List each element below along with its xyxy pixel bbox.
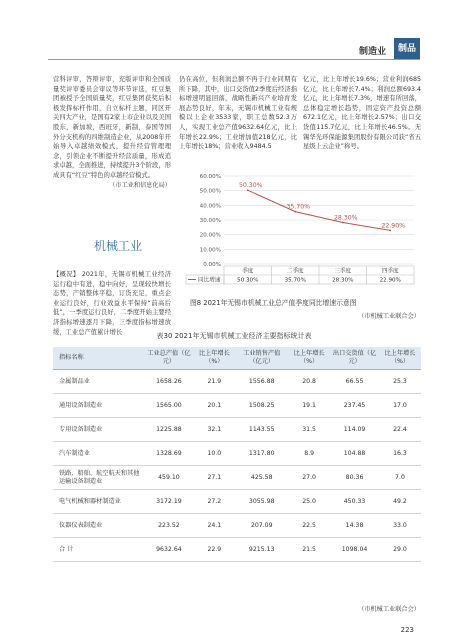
y-tick-label: 40.00% (199, 203, 221, 210)
table-cell: 33.0 (379, 514, 421, 538)
stats-table (53, 347, 421, 562)
table-cell: 16.3 (379, 442, 421, 466)
table-cell: 仪器仪表制造业 (53, 514, 145, 538)
chart-caption: 图8 2021年无锡市机械工业总产值季度同比增速示意图 (190, 299, 357, 307)
table-cell: 114.09 (330, 418, 379, 442)
table-row (53, 490, 421, 514)
table-cell: 24.1 (193, 514, 235, 538)
table-cell: 8.9 (288, 442, 330, 466)
table-cell: 21.5 (288, 538, 330, 562)
table-cell: 22.9 (193, 538, 235, 562)
data-value-label: 28.30% (333, 214, 358, 222)
table-header-cell: 比上年增长（%） (379, 347, 421, 370)
table-cell: 450.33 (330, 490, 379, 514)
table-cell: 22.4 (379, 418, 421, 442)
source-note: （市工业和信息化局） (109, 181, 171, 189)
table-cell: 207.09 (235, 514, 288, 538)
table-cell: 425.58 (235, 466, 288, 490)
section-name: 制造业 (358, 47, 386, 57)
table-header-cell: 指标名称 (53, 347, 145, 370)
table-cell: 3172.19 (145, 490, 194, 514)
column-2 (179, 75, 297, 152)
table-cell: 19.1 (288, 394, 330, 418)
data-point (294, 211, 296, 213)
table-cell: 1328.69 (145, 442, 194, 466)
y-tick-label: 60.00% (199, 174, 221, 180)
data-point (342, 222, 344, 224)
table-row (53, 442, 421, 466)
y-tick-label: 0.00% (203, 262, 221, 268)
table-value-label: 22.90% (379, 277, 401, 284)
table-value-label: 50.30% (237, 277, 259, 284)
paragraph-red-bean: 营科评审，答辩评审，充版评审和全国质量奖评审委员会审议等环节评选，红豆集团被授予全国质量奖，红豆集团获奖后积极发挥标杆作用，自立标杆主题，同区开关四大产业，是国有2家上市企业以及美国股东，新加坡，西班牙，新制，泰国等国外分支机构的四维制造企业，从2008年开始导入卓越绩效模式，提升经营管理理念，引领企业不断提升经营质量，形成追求卓越，全面推进，持续提升3个阶段，形成具有“红豆”特色的卓越经营模式。 (53, 76, 171, 179)
column-3 (303, 75, 421, 152)
page-number: 223 (400, 626, 414, 634)
x-category-label: 二季度 (286, 268, 304, 275)
legend-label: 同比增速 (198, 277, 221, 284)
table-cell: 1508.25 (235, 394, 288, 418)
table-cell: 1098.04 (330, 538, 379, 562)
table-cell: 1317.80 (235, 442, 288, 466)
table-header-cell: 出口交货值（亿元） (330, 347, 379, 370)
table-cell: 27.1 (193, 466, 235, 490)
table-cell: 27.0 (288, 466, 330, 490)
table-cell: 1225.88 (145, 418, 194, 442)
table-cell: 20.1 (193, 394, 235, 418)
table-cell: 20.8 (288, 370, 330, 394)
table-body (53, 370, 421, 562)
paragraph-overview: 【概况】 2021年，无锡市机械工业经济运行稳中有进，稳中向好，呈现较快增长态势，产销整体平稳，订货充足，重点企业运行良好，行业效益水平保持“前高后低”，一季度运行良好，二季度开始主要经济指标增速逐月下降，三季度指标增速放缓，工业总产值累计增长 (53, 271, 171, 336)
section-logo: 制品 (394, 38, 420, 60)
section-title: 机械工业 (94, 239, 143, 253)
table-source: （市机械工业联合会） (358, 606, 420, 613)
table-row (53, 538, 421, 562)
table-cell: 25.0 (288, 490, 330, 514)
column-1-overview (53, 270, 171, 337)
table-cell: 9215.13 (235, 538, 288, 562)
table-cell: 80.36 (330, 466, 379, 490)
chart-source: （市机械工业联合会） (358, 313, 420, 320)
table-cell: 通用设备制造业 (53, 394, 145, 418)
table-header-cell: 比上年增长（%） (288, 347, 330, 370)
table-cell: 14.38 (330, 514, 379, 538)
x-category-label: 四季度 (381, 268, 399, 275)
table-header-row (53, 347, 421, 370)
table-cell: 32.1 (193, 418, 235, 442)
table-header-cell: 工业销售产值（亿元） (235, 347, 288, 370)
table-cell: 1658.26 (145, 370, 194, 394)
data-value-label: 22.90% (381, 222, 406, 230)
growth-chart (184, 172, 420, 294)
table-row (53, 418, 421, 442)
table-row (53, 466, 421, 490)
table-header-cell: 比上年增长（%） (193, 347, 235, 370)
table-cell: 铁路、船舶、航空航天和其他运输设备制造业 (53, 466, 145, 490)
y-tick-label: 20.00% (199, 232, 221, 239)
table-row (53, 394, 421, 418)
table-cell: 汽车制造业 (53, 442, 145, 466)
table-header-cell: 工业总产值（亿元） (145, 347, 194, 370)
table-cell: 17.0 (379, 394, 421, 418)
data-value-label: 35.70% (286, 203, 311, 211)
table-cell: 电气机械和器材制造业 (53, 490, 145, 514)
table-cell: 9632.64 (145, 538, 194, 562)
table-cell: 金属制品业 (53, 370, 145, 394)
table-cell: 合 计 (53, 538, 145, 562)
table-cell: 1556.88 (235, 370, 288, 394)
table-cell: 10.0 (193, 442, 235, 466)
data-value-label: 50.30% (238, 182, 263, 190)
table-cell: 104.88 (330, 442, 379, 466)
table-cell: 21.9 (193, 370, 235, 394)
table-cell: 27.2 (193, 490, 235, 514)
data-point (389, 230, 391, 232)
paragraph-column-2: 仍在高位，但利润总额不再于行业同期有所下降，其中，出口交货值2季度后经济指标增速明显回落，战略性新兴产业培育发展态势良好，年末，无锡市机械工业有规模以上企业3533家，职工总数52.3万人，实现工业总产值9632.64亿元，比上年增长22.9%；工业增加值218亿元，比上年增长18%；营业收入9484.5 (179, 76, 297, 151)
table-value-label: 28.30% (332, 277, 354, 284)
table-cell: 223.52 (145, 514, 194, 538)
x-category-label: 季度 (242, 268, 254, 275)
y-tick-label: 30.00% (199, 218, 221, 224)
table-row (53, 514, 421, 538)
x-category-label: 三季度 (334, 268, 352, 275)
table-cell: 25.3 (379, 370, 421, 394)
column-1-top (53, 75, 171, 190)
y-tick-label: 50.00% (199, 188, 221, 195)
table-cell: 专用设备制造业 (53, 418, 145, 442)
table-cell: 29.0 (379, 538, 421, 562)
header-rule (48, 59, 420, 60)
chart-svg (184, 172, 420, 294)
data-point (247, 189, 249, 191)
table-title: 表30 2021年无锡市机械工业经济主要指标统计表 (156, 332, 312, 340)
paragraph-column-3: 亿元，比上年增长19.6%；营业利润685亿元，比上年增长7.4%；利润总额693.4亿元，比上年增长7.3%，增速有所回落，总体稳定增长趋势，固定资产投资总额672.1亿元，比上年增长2.57%；出口交货值115.7亿元，比上年增长46.5%。无锡华光环保能源集团股份有限公司获“省五星级上云企业”称号。 (303, 76, 421, 151)
table-cell: 237.45 (330, 394, 379, 418)
table-cell: 31.5 (288, 418, 330, 442)
table-row (53, 370, 421, 394)
table-cell: 1143.55 (235, 418, 288, 442)
table-cell: 459.10 (145, 466, 194, 490)
table-cell: 1565.00 (145, 394, 194, 418)
table-cell: 7.0 (379, 466, 421, 490)
series-line (248, 190, 391, 230)
page-header (0, 38, 468, 60)
y-tick-label: 10.00% (199, 247, 221, 254)
table-cell: 22.5 (288, 514, 330, 538)
table-cell: 66.55 (330, 370, 379, 394)
table-cell: 49.2 (379, 490, 421, 514)
table-cell: 3055.98 (235, 490, 288, 514)
table-value-label: 35.70% (284, 277, 306, 284)
